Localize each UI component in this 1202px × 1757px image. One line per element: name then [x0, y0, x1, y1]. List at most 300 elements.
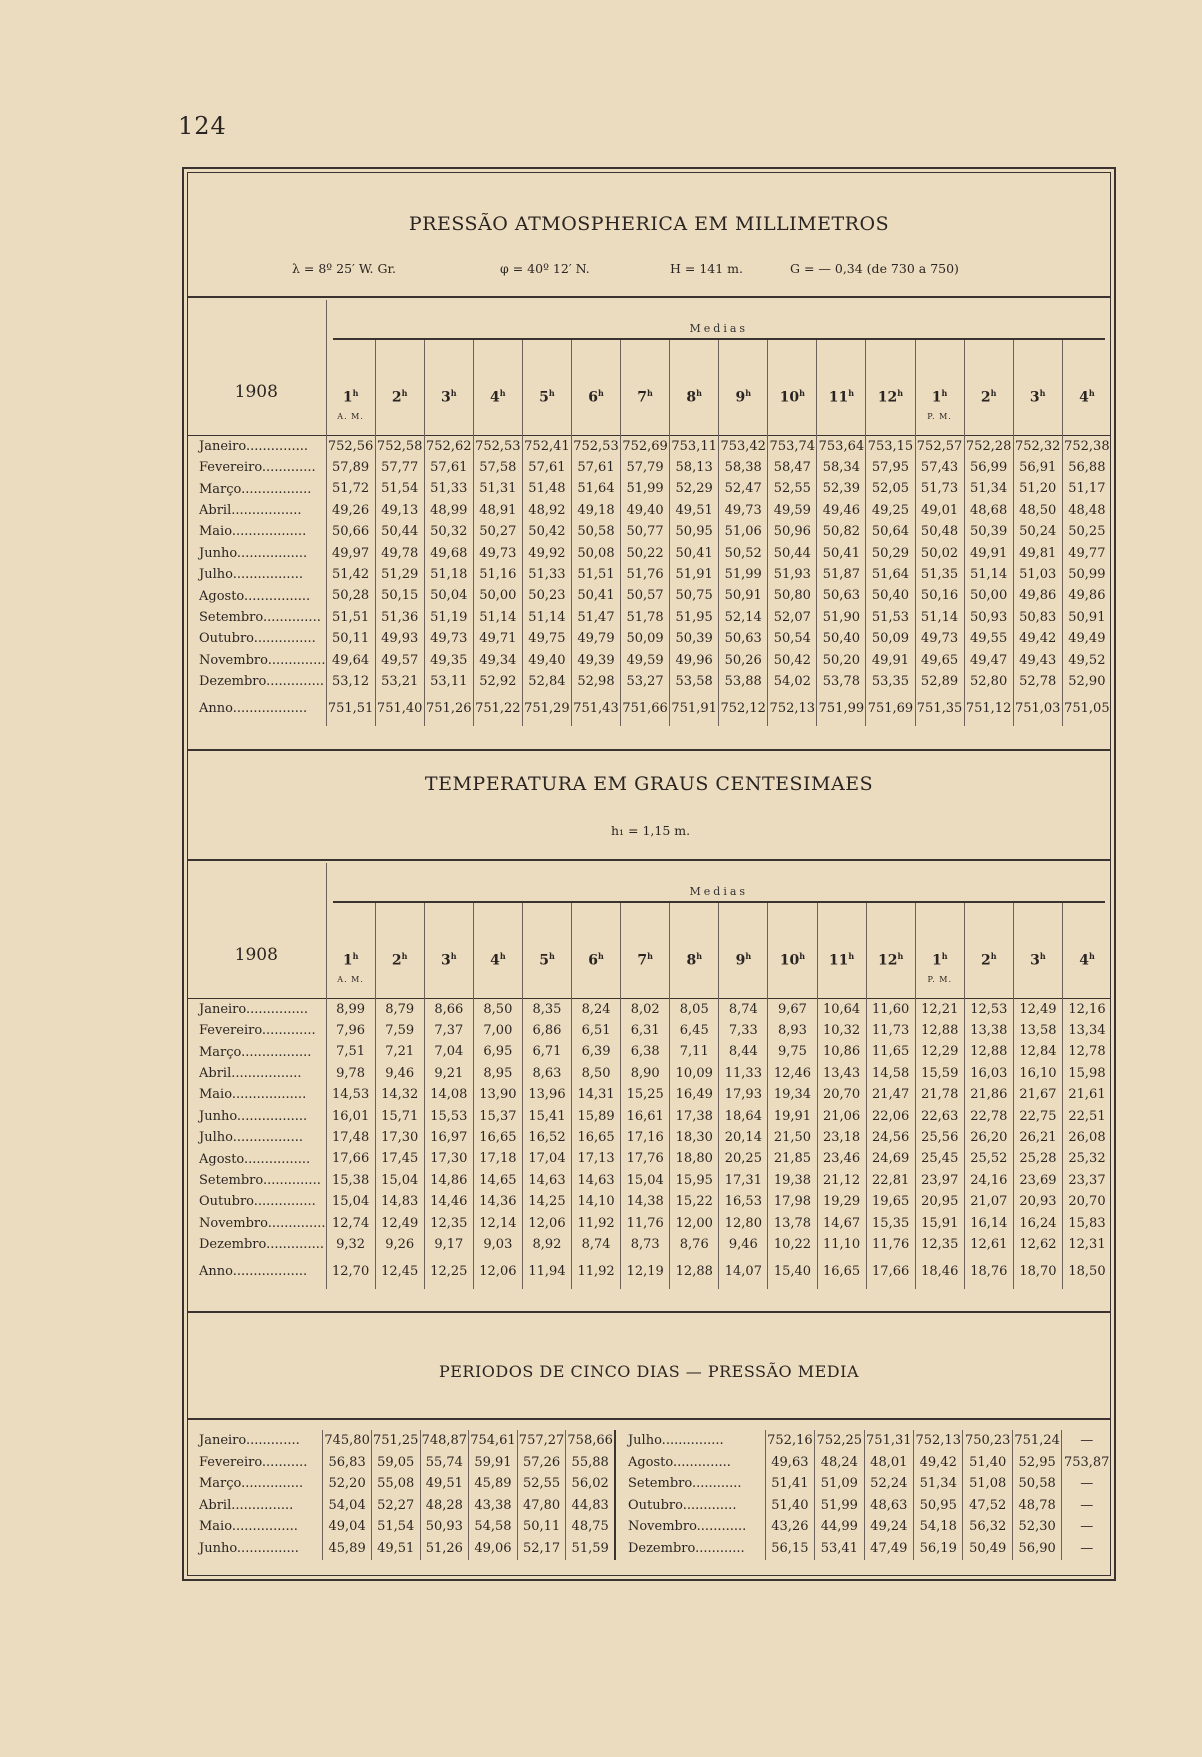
cell-value: 12,88 — [915, 1020, 964, 1041]
table-row — [187, 607, 1111, 628]
hour-number: 7 — [637, 952, 648, 969]
cell-value: 15,89 — [572, 1106, 621, 1127]
hour-suffix: h — [745, 388, 752, 398]
hour-number: 11 — [828, 952, 849, 969]
annual-value: 751,91 — [670, 692, 719, 726]
cell-value: 15,83 — [1062, 1213, 1111, 1234]
hour-header — [915, 340, 964, 435]
cell-value: 49,73 — [424, 628, 473, 649]
period-row — [187, 1516, 1111, 1538]
annual-value: 18,70 — [1013, 1255, 1062, 1289]
cell-value: 15,41 — [522, 1106, 571, 1127]
hour-number: 4 — [1079, 389, 1089, 406]
period-value: 752,13 — [914, 1430, 963, 1452]
cell-value: 8,66 — [424, 998, 473, 1020]
cell-value: 16,03 — [964, 1063, 1013, 1084]
cell-value: 51,33 — [522, 564, 571, 585]
cell-value: 50,41 — [670, 543, 719, 564]
cell-value: 24,69 — [866, 1148, 915, 1169]
cell-value: 6,86 — [522, 1020, 571, 1041]
cell-value: 15,91 — [915, 1213, 964, 1234]
hour-suffix: h — [352, 951, 359, 961]
hour-suffix: h — [499, 388, 506, 398]
cell-value: 50,99 — [1062, 564, 1111, 585]
month-label: Março............... — [199, 1476, 304, 1492]
table-row — [187, 435, 1111, 457]
cell-value: 9,21 — [424, 1063, 473, 1084]
cell-value: 15,35 — [866, 1213, 915, 1234]
hour-number: 2 — [981, 952, 991, 969]
cell-value: 50,28 — [326, 585, 375, 606]
cell-value: 15,22 — [670, 1191, 719, 1212]
period-value: 49,51 — [420, 1473, 469, 1495]
hour-header — [915, 903, 964, 998]
cell-value: 50,64 — [866, 521, 915, 542]
hour-number: 7 — [637, 389, 648, 406]
annual-row — [187, 692, 1111, 726]
month-label: Março................. — [199, 1044, 312, 1060]
sensor-height: h₁ = 1,15 m. — [611, 823, 691, 838]
cell-value: 24,16 — [964, 1170, 1013, 1191]
cell-value: 51,54 — [375, 478, 424, 499]
cell-value: 49,01 — [915, 500, 964, 521]
cell-value: 50,41 — [817, 543, 866, 564]
cell-value: 53,27 — [621, 671, 670, 692]
cell-value: 50,15 — [375, 585, 424, 606]
cell-value: 49,75 — [522, 628, 571, 649]
period-value: 49,42 — [914, 1452, 963, 1474]
period-value: 52,17 — [517, 1538, 566, 1560]
period-value: 56,32 — [963, 1516, 1012, 1538]
month-label: Setembro............ — [615, 1473, 765, 1495]
cell-value: 49,25 — [866, 500, 915, 521]
period-value: — — [1062, 1538, 1111, 1560]
cell-value: 9,75 — [768, 1041, 817, 1062]
cell-value: 50,11 — [326, 628, 375, 649]
hour-suffix: h — [990, 951, 997, 961]
month-label: Dezembro.............. — [199, 1237, 324, 1253]
cell-value: 6,51 — [572, 1020, 621, 1041]
cell-value: 14,25 — [522, 1191, 571, 1212]
hour-suffix: h — [401, 388, 408, 398]
hour-number: 4 — [1079, 952, 1089, 969]
cell-value: 50,54 — [768, 628, 817, 649]
cell-value: 57,95 — [866, 457, 915, 478]
period-value: 54,04 — [323, 1495, 372, 1517]
month-label: Novembro.............. — [199, 652, 326, 668]
cell-value: 50,48 — [915, 521, 964, 542]
cell-value: 49,64 — [326, 650, 375, 671]
cell-value: 51,72 — [326, 478, 375, 499]
cell-value: 16,49 — [670, 1084, 719, 1105]
cell-value: 753,42 — [719, 435, 768, 457]
cell-value: 49,46 — [817, 500, 866, 521]
cell-value: 21,86 — [964, 1084, 1013, 1105]
cell-value: 52,78 — [1013, 671, 1062, 692]
cell-value: 6,39 — [572, 1041, 621, 1062]
hour-header — [375, 340, 424, 435]
cell-value: 13,58 — [1013, 1020, 1062, 1041]
cell-value: 11,65 — [866, 1041, 915, 1062]
cell-value: 51,93 — [768, 564, 817, 585]
cell-value: 26,08 — [1062, 1127, 1111, 1148]
cell-value: 48,50 — [1013, 500, 1062, 521]
period-value: 48,01 — [864, 1452, 913, 1474]
cell-value: 23,97 — [915, 1170, 964, 1191]
annual-value: 18,50 — [1062, 1255, 1111, 1289]
cell-value: 53,12 — [326, 671, 375, 692]
cell-value: 57,89 — [326, 457, 375, 478]
cell-value: 14,31 — [572, 1084, 621, 1105]
cell-value: 52,14 — [719, 607, 768, 628]
cell-value: 49,35 — [424, 650, 473, 671]
period-row — [187, 1430, 1111, 1452]
annual-value: 16,65 — [817, 1255, 866, 1289]
cell-value: 8,24 — [572, 998, 621, 1020]
pressure-table — [187, 300, 1111, 726]
cell-value: 51,90 — [817, 607, 866, 628]
period-value: 51,40 — [765, 1495, 814, 1517]
cell-value: 753,74 — [768, 435, 817, 457]
cell-value: 58,38 — [719, 457, 768, 478]
cell-value: 13,43 — [817, 1063, 866, 1084]
annual-value: 12,70 — [326, 1255, 375, 1289]
annual-value: 12,19 — [621, 1255, 670, 1289]
cell-value: 12,16 — [1062, 998, 1111, 1020]
annual-value: 11,92 — [572, 1255, 621, 1289]
cell-value: 8,76 — [670, 1234, 719, 1255]
cell-value: 50,57 — [621, 585, 670, 606]
annual-value: 751,40 — [375, 692, 424, 726]
cell-value: 51,03 — [1013, 564, 1062, 585]
hour-suffix: h — [548, 951, 555, 961]
cell-value: 753,15 — [866, 435, 915, 457]
period-value: 49,06 — [469, 1538, 518, 1560]
cell-value: 21,47 — [866, 1084, 915, 1105]
pm-label: P. M. — [927, 974, 953, 984]
divider — [187, 296, 1111, 298]
cell-value: 53,21 — [375, 671, 424, 692]
annual-value: 751,29 — [522, 692, 571, 726]
cell-value: 752,28 — [964, 435, 1013, 457]
cell-value: 50,04 — [424, 585, 473, 606]
cell-value: 14,08 — [424, 1084, 473, 1105]
period-value: 51,54 — [371, 1516, 420, 1538]
table-row — [187, 671, 1111, 692]
cell-value: 13,34 — [1062, 1020, 1111, 1041]
cell-value: 50,44 — [375, 521, 424, 542]
annual-value: 12,06 — [473, 1255, 522, 1289]
month-label: Dezembro............ — [615, 1538, 765, 1560]
cell-value: 23,37 — [1062, 1170, 1111, 1191]
month-label: Agosto................ — [199, 588, 311, 604]
cell-value: 50,83 — [1013, 607, 1062, 628]
cell-value: 49,34 — [473, 650, 522, 671]
cell-value: 50,09 — [621, 628, 670, 649]
cell-value: 51,53 — [866, 607, 915, 628]
period-value: 45,89 — [323, 1538, 372, 1560]
hour-number: 9 — [735, 952, 746, 969]
cell-value: 8,73 — [621, 1234, 670, 1255]
cell-value: 58,34 — [817, 457, 866, 478]
hour-header — [1013, 903, 1062, 998]
cell-value: 49,26 — [326, 500, 375, 521]
cell-value: 51,33 — [424, 478, 473, 499]
hour-number: 3 — [1030, 952, 1040, 969]
cell-value: 51,48 — [522, 478, 571, 499]
cell-value: 14,58 — [866, 1063, 915, 1084]
annual-value: 751,99 — [817, 692, 866, 726]
gravity-correction: G = — 0,34 (de 730 a 750) — [790, 261, 959, 276]
cell-value: 12,80 — [719, 1213, 768, 1234]
cell-value: 12,46 — [768, 1063, 817, 1084]
hour-header — [670, 903, 719, 998]
cell-value: 752,41 — [522, 435, 571, 457]
cell-value: 11,33 — [719, 1063, 768, 1084]
annual-value: 18,46 — [915, 1255, 964, 1289]
cell-value: 49,57 — [375, 650, 424, 671]
cell-value: 8,05 — [670, 998, 719, 1020]
cell-value: 52,90 — [1062, 671, 1111, 692]
cell-value: 57,61 — [424, 457, 473, 478]
cell-value: 50,58 — [571, 521, 620, 542]
annual-value: 18,76 — [964, 1255, 1013, 1289]
period-value: 56,02 — [566, 1473, 615, 1495]
hour-header — [964, 340, 1013, 435]
month-label: Março................. — [199, 481, 312, 497]
cell-value: 50,29 — [866, 543, 915, 564]
cell-value: 19,65 — [866, 1191, 915, 1212]
cell-value: 10,32 — [817, 1020, 866, 1041]
hour-suffix: h — [848, 388, 855, 398]
period-value: 48,28 — [420, 1495, 469, 1517]
table-row — [187, 1041, 1111, 1062]
cell-value: 752,57 — [915, 435, 964, 457]
cell-value: 9,26 — [375, 1234, 424, 1255]
cell-value: 51,51 — [571, 564, 620, 585]
table-row — [187, 585, 1111, 606]
cell-value: 15,04 — [326, 1191, 375, 1212]
cell-value: 49,92 — [522, 543, 571, 564]
cell-value: 12,21 — [915, 998, 964, 1020]
cell-value: 49,39 — [571, 650, 620, 671]
annual-value: 12,45 — [375, 1255, 424, 1289]
cell-value: 8,44 — [719, 1041, 768, 1062]
hour-suffix: h — [990, 388, 997, 398]
cell-value: 51,29 — [375, 564, 424, 585]
cell-value: 26,21 — [1013, 1127, 1062, 1148]
cell-value: 20,25 — [719, 1148, 768, 1169]
cell-value: 51,64 — [571, 478, 620, 499]
cell-value: 7,96 — [326, 1020, 375, 1041]
month-label: Agosto.............. — [615, 1452, 765, 1474]
month-label: Abril................. — [199, 1065, 302, 1081]
cell-value: 8,50 — [572, 1063, 621, 1084]
cell-value: 50,91 — [1062, 607, 1111, 628]
table-row — [187, 1213, 1111, 1234]
cell-value: 49,43 — [1013, 650, 1062, 671]
cell-value: 50,25 — [1062, 521, 1111, 542]
cell-value: 51,06 — [719, 521, 768, 542]
cell-value: 49,86 — [1062, 585, 1111, 606]
cell-value: 51,47 — [571, 607, 620, 628]
cell-value: 752,69 — [621, 435, 670, 457]
medias-header — [326, 300, 1111, 340]
period-row — [187, 1495, 1111, 1517]
cell-value: 49,77 — [1062, 543, 1111, 564]
hour-number: 2 — [391, 952, 402, 969]
cell-value: 19,91 — [768, 1106, 817, 1127]
table-row — [187, 1170, 1111, 1191]
month-label: Maio................ — [199, 1519, 298, 1535]
cell-value: 21,50 — [768, 1127, 817, 1148]
annual-label: Anno.................. — [199, 701, 308, 717]
cell-value: 51,64 — [866, 564, 915, 585]
hour-suffix: h — [597, 388, 604, 398]
period-value: 53,41 — [815, 1538, 864, 1560]
hour-suffix: h — [647, 388, 653, 398]
cell-value: 8,50 — [473, 998, 522, 1020]
cell-value: 51,17 — [1062, 478, 1111, 499]
annual-label: Anno.................. — [199, 1264, 308, 1280]
cell-value: 17,45 — [375, 1148, 424, 1169]
cell-value: 7,04 — [424, 1041, 473, 1062]
cell-value: 51,99 — [621, 478, 670, 499]
cell-value: 50,00 — [473, 585, 522, 606]
cell-value: 50,93 — [964, 607, 1013, 628]
cell-value: 49,18 — [571, 500, 620, 521]
hour-header — [621, 340, 670, 435]
hour-header — [326, 903, 375, 998]
cell-value: 51,20 — [1013, 478, 1062, 499]
cell-value: 14,67 — [817, 1213, 866, 1234]
cell-value: 11,73 — [866, 1020, 915, 1041]
period-value: 44,83 — [566, 1495, 615, 1517]
period-value: 59,91 — [469, 1452, 518, 1474]
period-value: 44,99 — [815, 1516, 864, 1538]
cell-value: 51,95 — [670, 607, 719, 628]
cell-value: 52,29 — [670, 478, 719, 499]
period-value: 48,78 — [1012, 1495, 1061, 1517]
cell-value: 20,70 — [1062, 1191, 1111, 1212]
hour-suffix: h — [799, 951, 806, 961]
cell-value: 11,10 — [817, 1234, 866, 1255]
cell-value: 56,99 — [964, 457, 1013, 478]
period-value: 51,59 — [566, 1538, 615, 1560]
cell-value: 13,78 — [768, 1213, 817, 1234]
table-row — [187, 650, 1111, 671]
cell-value: 752,53 — [473, 435, 522, 457]
period-value: 51,40 — [963, 1452, 1012, 1474]
cell-value: 12,35 — [915, 1234, 964, 1255]
hour-header — [1062, 340, 1111, 435]
month-label: Fevereiro............. — [199, 1023, 316, 1039]
divider — [187, 859, 1111, 861]
hour-header — [719, 903, 768, 998]
cell-value: 14,10 — [572, 1191, 621, 1212]
cell-value: 9,46 — [375, 1063, 424, 1084]
cell-value: 49,42 — [1013, 628, 1062, 649]
month-label: Abril............... — [199, 1497, 294, 1513]
cell-value: 17,98 — [768, 1191, 817, 1212]
table-row — [187, 1084, 1111, 1105]
hour-number: 11 — [828, 389, 849, 406]
hour-header — [768, 340, 817, 435]
cell-value: 14,63 — [572, 1170, 621, 1191]
cell-value: 48,99 — [424, 500, 473, 521]
hour-number: 2 — [980, 389, 991, 406]
cell-value: 50,63 — [719, 628, 768, 649]
cell-value: 50,41 — [571, 585, 620, 606]
cell-value: 11,92 — [572, 1213, 621, 1234]
cell-value: 49,93 — [375, 628, 424, 649]
cell-value: 8,74 — [572, 1234, 621, 1255]
cell-value: 50,42 — [522, 521, 571, 542]
month-label: Julho............... — [615, 1430, 765, 1452]
annual-value: 14,07 — [719, 1255, 768, 1289]
cell-value: 17,48 — [326, 1127, 375, 1148]
cell-value: 48,48 — [1062, 500, 1111, 521]
cell-value: 12,61 — [964, 1234, 1013, 1255]
hour-suffix: h — [1039, 951, 1046, 961]
cell-value: 7,33 — [719, 1020, 768, 1041]
cell-value: 8,92 — [522, 1234, 571, 1255]
period-value: 50,58 — [1012, 1473, 1061, 1495]
cell-value: 50,77 — [621, 521, 670, 542]
cell-value: 10,86 — [817, 1041, 866, 1062]
period-value: 752,25 — [815, 1430, 864, 1452]
cell-value: 49,91 — [866, 650, 915, 671]
cell-value: 50,00 — [964, 585, 1013, 606]
cell-value: 51,14 — [522, 607, 571, 628]
cell-value: 6,31 — [621, 1020, 670, 1041]
period-value: 51,08 — [963, 1473, 1012, 1495]
cell-value: 48,92 — [522, 500, 571, 521]
cell-value: 15,37 — [473, 1106, 522, 1127]
cell-value: 15,53 — [424, 1106, 473, 1127]
period-value: 45,89 — [469, 1473, 518, 1495]
period-value: 48,24 — [815, 1452, 864, 1474]
latitude: φ = 40º 12′ N. — [500, 261, 590, 276]
cell-value: 15,95 — [670, 1170, 719, 1191]
period-value: — — [1062, 1473, 1111, 1495]
month-label: Maio.................. — [199, 524, 307, 540]
cell-value: 50,24 — [1013, 521, 1062, 542]
cell-value: 17,38 — [670, 1106, 719, 1127]
period-value: 51,09 — [815, 1473, 864, 1495]
hour-header — [473, 340, 522, 435]
hour-header — [375, 903, 424, 998]
month-label: Setembro.............. — [199, 609, 321, 625]
cell-value: 54,02 — [768, 671, 817, 692]
annual-value: 751,03 — [1013, 692, 1062, 726]
month-label: Outubro............... — [199, 1194, 316, 1210]
cell-value: 50,26 — [719, 650, 768, 671]
cell-value: 51,35 — [915, 564, 964, 585]
hour-header — [866, 340, 915, 435]
cell-value: 25,56 — [915, 1127, 964, 1148]
cell-value: 12,00 — [670, 1213, 719, 1234]
cell-value: 15,25 — [621, 1084, 670, 1105]
period-value: 57,26 — [517, 1452, 566, 1474]
period-value: 751,31 — [864, 1430, 913, 1452]
cell-value: 11,60 — [866, 998, 915, 1020]
cell-value: 49,51 — [670, 500, 719, 521]
altitude: H = 141 m. — [670, 261, 743, 276]
hour-header — [817, 340, 866, 435]
hour-number: 2 — [391, 389, 402, 406]
cell-value: 753,11 — [670, 435, 719, 457]
